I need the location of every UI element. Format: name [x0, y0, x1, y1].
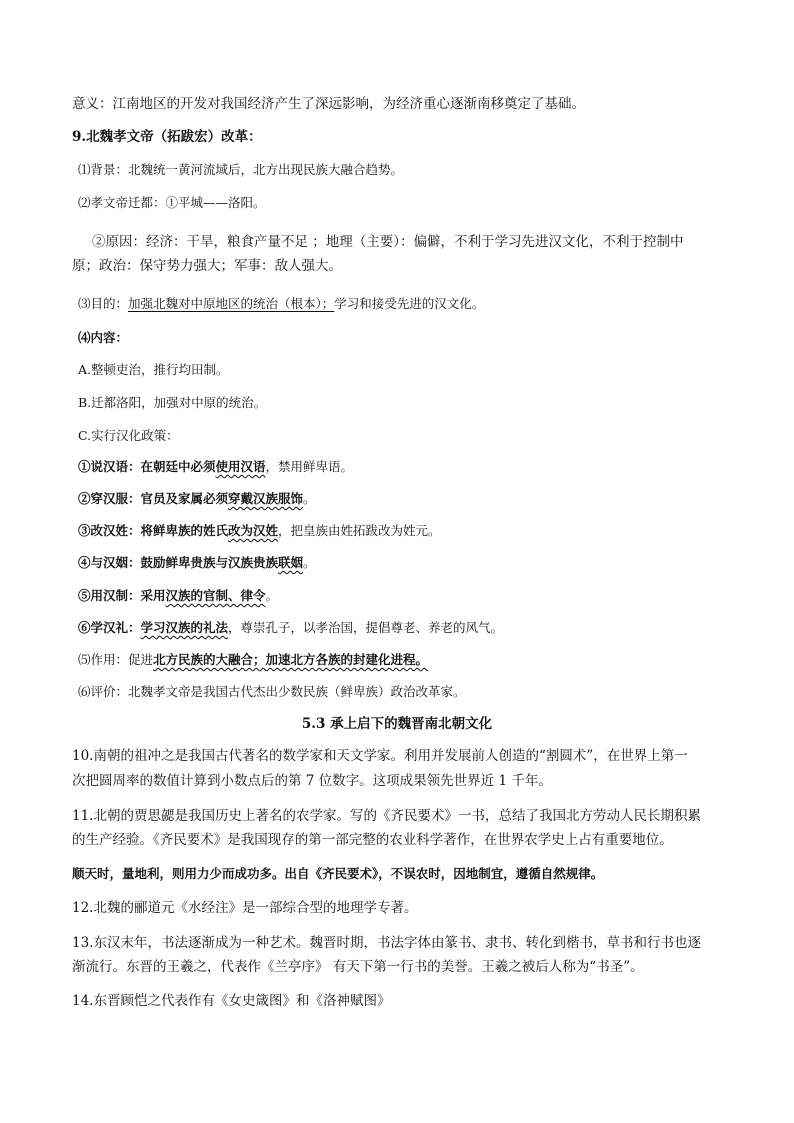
policy-3 — [78, 521, 441, 541]
reason-line-2: 原；政治：保守势力强大；军事：敌人强大。 — [72, 258, 342, 274]
evaluation-line: ⑹评价：北魏孝文帝是我国古代杰出少数民族（鲜卑族）政治改革家。 — [78, 684, 466, 699]
policy-6-label: ⑥学汉礼： — [78, 620, 141, 635]
item-13-line-2: 渐流行。东晋的王羲之，代表作《兰亭序》 有天下第一行书的美誉。王羲之被后人称为“书圣”。 — [72, 959, 644, 975]
item-11-line-2: 的生产经验。《齐民要术》是我国现存的第一部完整的农业科学著作，在世界农学史上占有重要地位。 — [72, 832, 673, 848]
item-10-line-2: 次把圆周率的数值计算到小数点后的第 7 位数字。这项成果领先世界近 1 千年。 — [72, 773, 552, 789]
effect-line — [78, 650, 428, 670]
policy-2-key: 穿戴汉族服饰 — [228, 491, 304, 506]
goal-rest: 学习和接受先进的汉文化。 — [334, 296, 485, 311]
meaning-line: 意义：江南地区的开发对我国经济产生了深远影响，为经济重心逐渐南移奠定了基础。 — [72, 96, 585, 112]
policy-3-key: 改为汉姓 — [228, 523, 279, 538]
policy-6-key: 学习汉族的礼法 — [140, 620, 229, 635]
policy-2-label: ②穿汉服：官员及家属必须 — [78, 491, 229, 506]
policy-5-rest: 。 — [265, 588, 279, 603]
policy-4-rest: 。 — [303, 555, 316, 570]
item-10-line-1: 10.南朝的祖冲之是我国古代著名的数学家和天文学家。利用并发展前人创造的“割圆术”，在世界上第一 — [72, 748, 688, 764]
item-11-line-1: 11.北朝的贾思勰是我国历史上著名的农学家。写的《齐民要术》一书，总结了我国北方劳动人民长期积累 — [72, 808, 701, 824]
goal-line — [78, 294, 484, 314]
effect-key: 北方民族的大融合；加速北方各族的封建化进程。 — [153, 652, 429, 667]
policy-4 — [78, 553, 316, 573]
policy-1-key: 使用汉语 — [215, 459, 266, 474]
policy-5-label: ⑤用汉制：采用 — [78, 588, 166, 603]
policy-2-rest: 。 — [303, 491, 316, 506]
content-heading: ⑷内容： — [78, 330, 129, 345]
reason-line-1: ②原因：经济：干旱，粮食产量不足 ；地理（主要）：偏僻，不利于学习先进汉文化，不利于控制中 — [92, 234, 684, 250]
effect-prefix: ⑸作用：促进 — [78, 652, 154, 667]
item-14: 14.东晋顾恺之代表作有《女史箴图》和《洛神赋图》 — [72, 993, 391, 1009]
content-a: A.整顿吏治，推行均田制。 — [78, 362, 229, 377]
policy-1-label: ①说汉语：在朝廷中必须 — [78, 459, 216, 474]
content-b: B.迁都洛阳，加强对中原的统治。 — [78, 395, 267, 410]
policy-1-rest: ，禁用鲜卑语。 — [265, 459, 354, 474]
policy-6-rest: ，尊崇孔子，以孝治国，提倡尊老、养老的风气。 — [228, 620, 504, 635]
policy-6 — [78, 618, 503, 638]
policy-2 — [78, 489, 316, 509]
policy-5-key: 汉族的官制、律令 — [165, 588, 266, 603]
policy-3-rest: ，把皇族由姓拓跋改为姓元。 — [278, 523, 441, 538]
section-title: 5.3 承上启下的魏晋南北朝文化 — [301, 716, 493, 732]
content-c: C.实行汉化政策： — [78, 428, 179, 443]
policy-4-key: 联姻 — [278, 555, 304, 570]
policy-4-label: ④与汉姻：鼓励鲜卑贵族与汉族贵族 — [78, 555, 279, 570]
goal-prefix: ⑶目的： — [78, 296, 129, 311]
policy-1 — [78, 457, 353, 477]
quote-line: 顺天时，量地利，则用力少而成功多。出自《齐民要术》，不误农时，因地制宜，遵循自然规律。 — [72, 866, 604, 881]
section-heading-9: 9.北魏孝文帝（拓跋宏）改革： — [72, 129, 262, 145]
capital-move-line: ⑵孝文帝迁都：①平城——洛阳。 — [78, 195, 266, 210]
background-line: ⑴背景：北魏统一黄河流域后，北方出现民族大融合趋势。 — [78, 162, 404, 177]
item-12: 12.北魏的郦道元《水经注》是一部综合型的地理学专著。 — [72, 900, 418, 916]
policy-5 — [78, 586, 278, 606]
policy-3-label: ③改汉姓：将鲜卑族的姓氏 — [78, 523, 229, 538]
item-13-line-1: 13.东汉末年，书法逐渐成为一种艺术。魏晋时期，书法字体由篆书、隶书、转化到楷书，草书和行书也逐 — [72, 935, 701, 951]
goal-underlined: 加强北魏对中原地区的统治（根本）； — [128, 296, 335, 311]
